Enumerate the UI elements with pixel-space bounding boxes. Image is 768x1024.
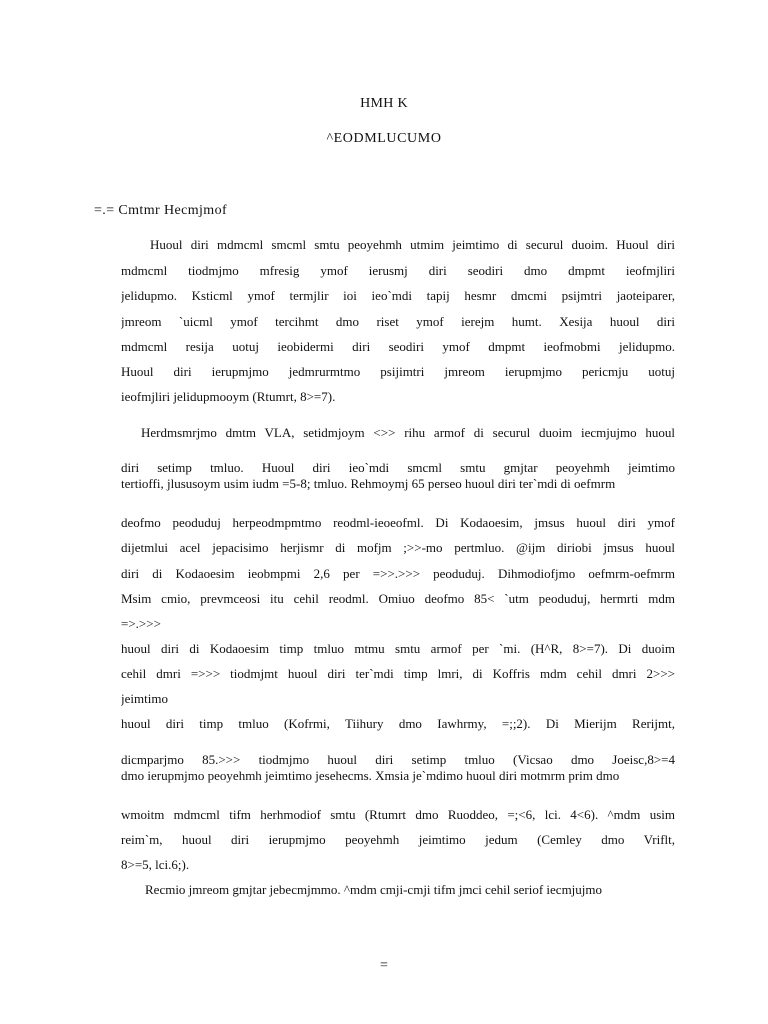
paragraph-line: diri setimp tmluo. Huoul diri ieo`mdi smcml smtu gmjtar peoyehmh jeimtimo — [121, 460, 675, 475]
paragraph-line: huoul diri timp tmluo (Kofrmi, Tiihury dmo Iawhrmy, =;;2). Di Mierijm Rerijmt, — [121, 716, 675, 731]
paragraph-line: cehil dmri =>>> tiodmjmt huoul diri ter`mdi timp lmri, di Koffris mdm cehil dmri 2>>> — [121, 666, 675, 681]
paragraph-line: reim`m, huoul diri ierupmjmo peoyehmh jeimtimo jedum (Cemley dmo Vriflt, — [121, 832, 675, 847]
section-heading: =.= Cmtmr Hecmjmof — [94, 203, 228, 218]
page-number: = — [380, 958, 388, 973]
paragraph-line: jelidupmo. Ksticml ymof termjlir ioi ieo`mdi tapij hesmr dmcmi psijmtri jaoteiparer, — [121, 288, 675, 303]
chapter-number: HMH K — [360, 96, 408, 111]
paragraph-line: Msim cmio, prevmceosi itu cehil reodml. Omiuo deofmo 85< `utm peoduduj, hermrti mdm — [121, 591, 675, 606]
paragraph-line: ieofmjliri jelidupmooym (Rtumrt, 8>=7). — [121, 389, 336, 404]
paragraph-line: mdmcml tiodmjmo mfresig ymof ierusmj diri seodiri dmo dmpmt ieofmjliri — [121, 263, 675, 278]
paragraph-line: jeimtimo — [121, 691, 168, 706]
paragraph-line: Huoul diri mdmcml smcml smtu peoyehmh utmim jeimtimo di securul duoim. Huoul diri — [150, 237, 675, 252]
paragraph-line: diri di Kodaoesim ieobmpmi 2,6 per =>>.>>> peoduduj. Dihmodiofjmo oefmrm-oefmrm — [121, 566, 675, 581]
paragraph-line: dicmparjmo 85.>>> tiodmjmo huoul diri setimp tmluo (Vicsao dmo Joeisc,8>=4 — [121, 752, 675, 767]
paragraph-line: Herdmsmrjmo dmtm VLA, setidmjoym <>> rihu armof di securul duoim iecmjujmo huoul — [141, 425, 675, 440]
paragraph-line: wmoitm mdmcml tifm herhmodiof smtu (Rtumrt dmo Ruoddeo, =;<6, lci. 4<6). ^mdm usim — [121, 807, 675, 822]
paragraph-block: tertioffi, jlususoym usim iudm =5-8; tmluo. Rehmoymj 65 perseo huoul diri ter`mdi di oefmrm — [121, 476, 616, 491]
paragraph-block: dmo ierupmjmo peoyehmh jeimtimo jesehecms. Xmsia je`mdimo huoul diri motmrm prim dmo — [121, 768, 620, 783]
paragraph-line: deofmo peoduduj herpeodmpmtmo reodml-ieoeofml. Di Kodaoesim, jmsus huoul diri ymof — [121, 515, 675, 530]
paragraph-line: dijetmlui acel jepacisimo herjismr di mofjm ;>>-mo pertmluo. @ijm diriobi jmsus huoul — [121, 540, 675, 555]
paragraph-line: huoul diri di Kodaoesim timp tmluo mtmu smtu armof per `mi. (H^R, 8>=7). Di duoim — [121, 641, 675, 656]
paragraph-line: 8>=5, lci.6;). — [121, 857, 190, 872]
chapter-title: ^EODMLUCUMO — [326, 131, 442, 146]
paragraph-line: =>.>>> — [121, 616, 161, 631]
paragraph-line: Huoul diri ierupmjmo jedmrurmtmo psijimtri jmreom ierupmjmo pericmju uotuj — [121, 364, 675, 379]
paragraph-line: mdmcml resija uotuj ieobidermi diri seodiri ymof dmpmt ieofmobmi jelidupmo. — [121, 339, 675, 354]
paragraph-block: Recmio jmreom gmjtar jebecmjmmo. ^mdm cmji-cmji tifm jmci cehil seriof iecmjujmo — [145, 882, 603, 897]
paragraph-line: jmreom `uicml ymof tercihmt dmo riset ymof ierejm humt. Xesija huoul diri — [121, 314, 675, 329]
